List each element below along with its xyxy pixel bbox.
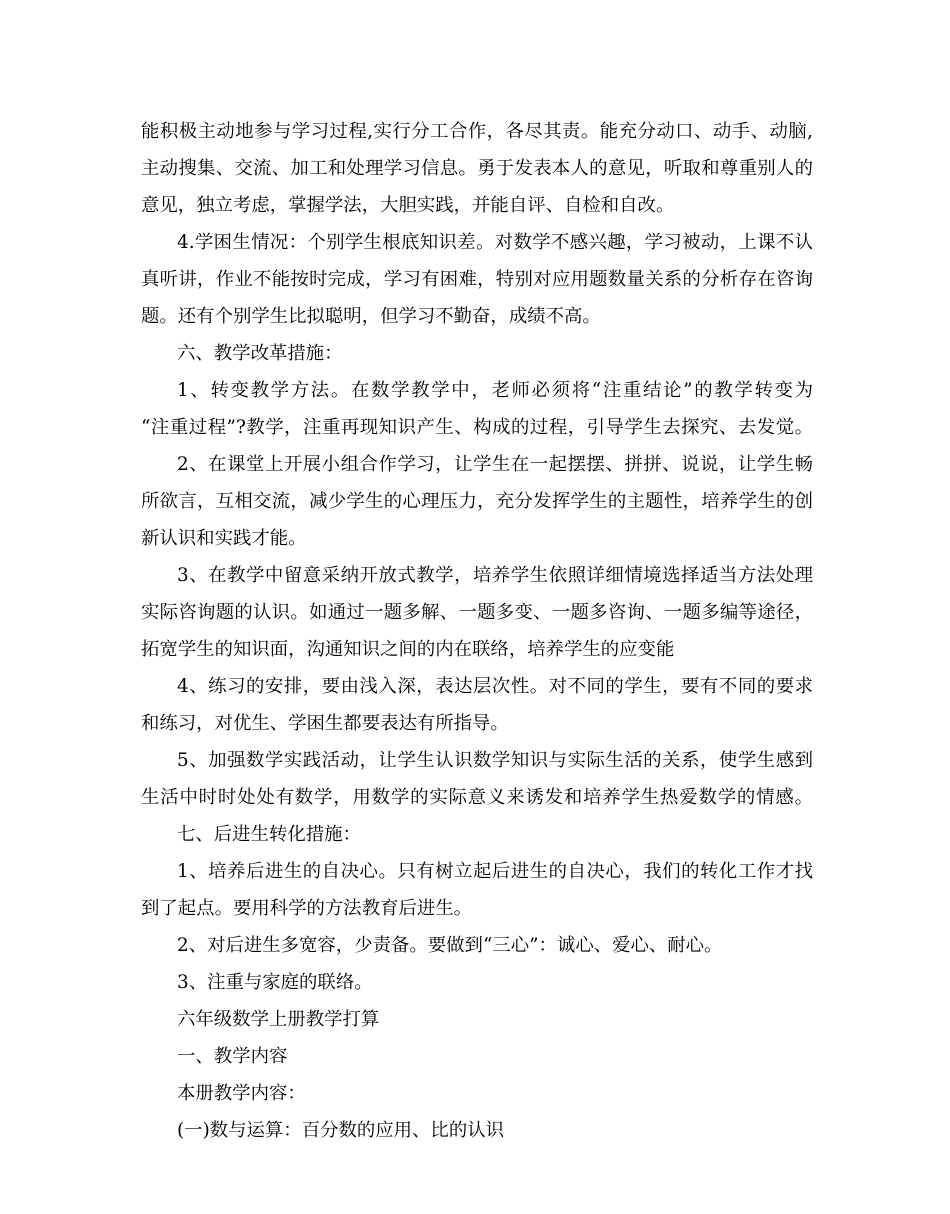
text-line: 所欲言，互相交流，减少学生的心理压力，充分发挥学生的主题性，培养学生的创: [141, 491, 813, 512]
text-line: 题。还有个别学生比拟聪明，但学习不勤奋，成绩不高。: [141, 306, 601, 327]
text-line: 本册教学内容：: [177, 1083, 306, 1104]
text-line: 生活中时时处处有数学，用数学的实际意义来诱发和培养学生热爱数学的情感。: [141, 787, 813, 808]
text-line: 到了起点。要用科学的方法教育后进生。: [141, 898, 473, 919]
text-line: 3、在教学中留意采纳开放式教学，培养学生依照详细情境选择适当方法处理: [177, 565, 813, 586]
text-line: 4、练习的安排，要由浅入深，表达层次性。对不同的学生，要有不同的要求: [177, 676, 813, 697]
text-line: 拓宽学生的知识面，沟通知识之间的内在联络，培养学生的应变能: [141, 639, 675, 660]
text-line: 5、加强数学实践活动，让学生认识数学知识与实际生活的关系，使学生感到: [177, 750, 813, 771]
text-line: 3、注重与家庭的联络。: [177, 972, 373, 993]
text-line: 1、培养后进生的自决心。只有树立起后进生的自决心，我们的转化工作才找: [177, 861, 813, 882]
text-line: 和练习，对优生、学困生都要表达有所指导。: [141, 713, 509, 734]
text-line: 意见，独立考虑，掌握学法，大胆实践，并能自评、自检和自改。: [141, 195, 675, 216]
section-heading: 七、后进生转化措施：: [177, 824, 361, 845]
text-line: 实际咨询题的认识。如通过一题多解、一题多变、一题多咨询、一题多编等途径，: [141, 602, 813, 623]
section-heading: 一、教学内容: [177, 1046, 288, 1067]
text-line: 1、转变教学方法。在数学教学中，老师必须将“注重结论”的教学转变为: [177, 380, 813, 401]
text-line: 能积极主动地参与学习过程,实行分工合作，各尽其责。能充分动口、动手、动脑,: [141, 121, 813, 142]
text-line: 真听讲，作业不能按时完成，学习有困难，特别对应用题数量关系的分析存在咨询: [141, 269, 813, 290]
text-line: 2、在课堂上开展小组合作学习，让学生在一起摆摆、拼拼、说说，让学生畅: [177, 454, 813, 475]
text-line: 新认识和实践才能。: [141, 528, 307, 549]
section-heading: 六、教学改革措施：: [177, 343, 343, 364]
text-line: 4.学困生情况：个别学生根底知识差。对数学不感兴趣，学习被动，上课不认: [177, 232, 813, 253]
text-line: (一)数与运算：百分数的应用、比的认识: [177, 1120, 504, 1141]
document-subtitle: 六年级数学上册教学打算: [177, 1009, 380, 1030]
text-line: 主动搜集、交流、加工和处理学习信息。勇于发表本人的意见，听取和尊重别人的: [141, 158, 813, 179]
document-body: [141, 113, 813, 1149]
text-line: “注重过程”?教学，注重再现知识产生、构成的过程，引导学生去探究、去发觉。: [141, 417, 813, 438]
text-line: 2、对后进生多宽容，少责备。要做到“三心”：诚心、爱心、耐心。: [177, 935, 723, 956]
